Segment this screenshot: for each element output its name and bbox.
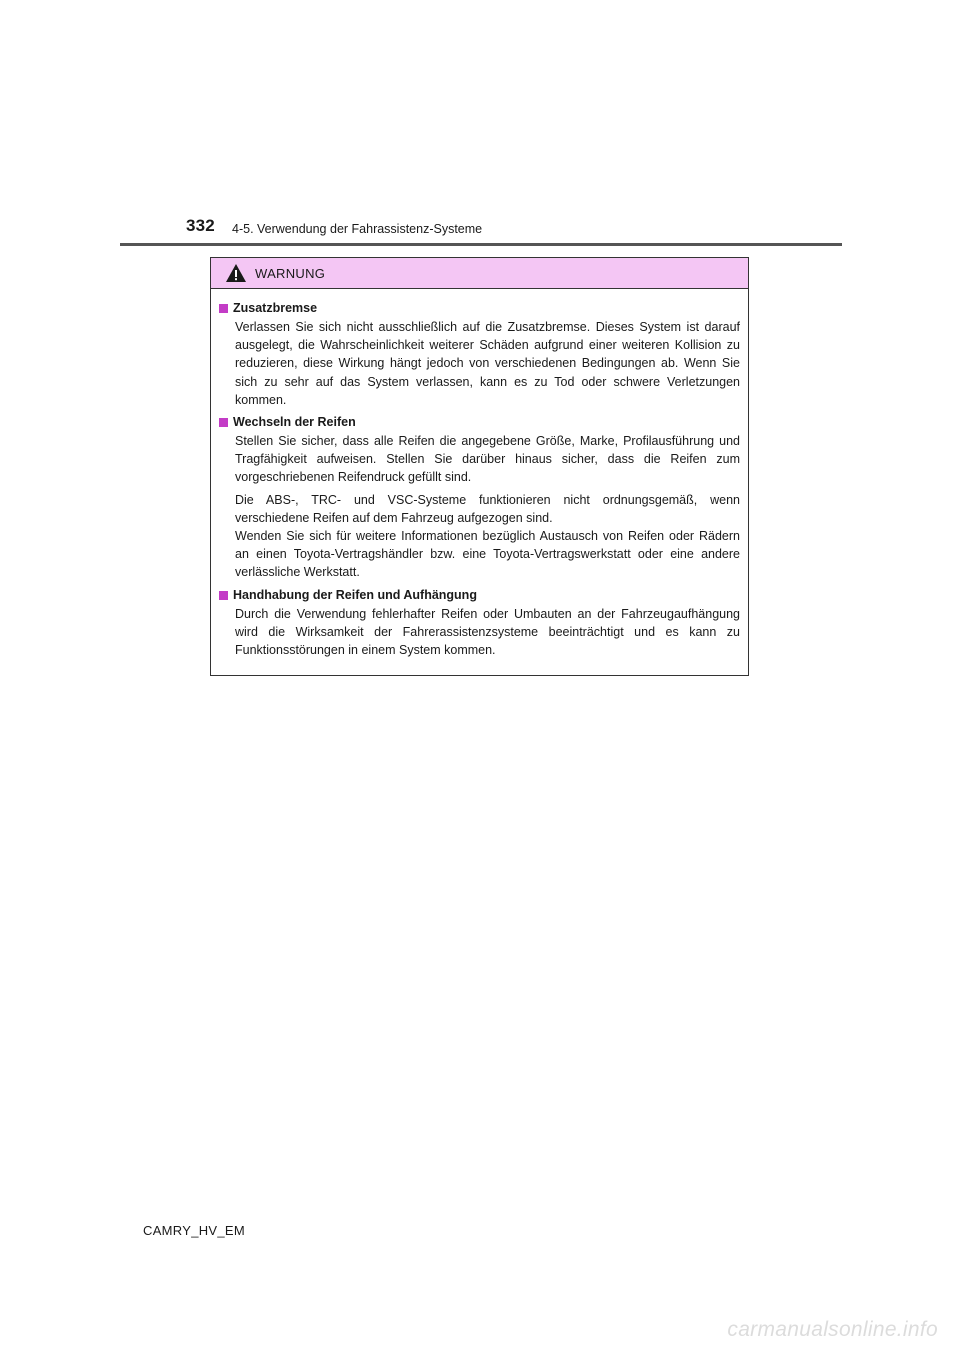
warning-box	[210, 257, 749, 676]
warning-item	[219, 299, 740, 409]
section-title: 4-5. Verwendung der Fahrassistenz-Systeme	[232, 222, 483, 236]
item-paragraph: Wenden Sie sich für weitere Informationen bezüglich Austausch von Reifen oder Rädern an einen Toyota-Vertragshändler bzw. eine Toyota-Vertragswerkstatt oder eine andere verlässliche Werkstatt.	[235, 529, 740, 580]
item-heading	[219, 586, 740, 605]
square-bullet-icon	[219, 304, 228, 313]
item-paragraph: Verlassen Sie sich nicht ausschließlich auf die Zusatzbremse. Dieses System ist darauf ausgelegt, die Wahrscheinlichkeit weiterer Schäden aufgrund einer weiteren Kollision zu reduzieren, diese Wirkung hängt jedoch von verschiedenen Bedingungen ab. Wenn Sie sich zu sehr auf das System verlassen, kann es zu Tod oder schwere Verletzungen kommen.	[235, 320, 740, 407]
warning-item	[219, 413, 740, 582]
item-paragraph: Durch die Verwendung fehlerhafter Reifen oder Umbauten an der Fahrzeugaufhängung wird die Wirksamkeit der Fahrerassistenzsysteme beeinträchtigt und es kann zu Funktionsstörungen in einem System kommen.	[235, 606, 740, 658]
item-heading	[219, 413, 740, 432]
item-paragraph: Stellen Sie sicher, dass alle Reifen die angegebene Größe, Marke, Profilausführung und Tragfähigkeit aufweisen. Stellen Sie darüber hinaus sicher, dass die Reifen zum vorgeschriebenen Reifendruck gefüllt sind.	[235, 434, 740, 485]
warning-triangle-icon	[225, 263, 247, 283]
warning-body	[211, 289, 748, 659]
model-code: CAMRY_HV_EM	[143, 1223, 246, 1238]
item-heading	[219, 299, 740, 318]
warning-label: WARNUNG	[255, 265, 326, 281]
warning-item	[219, 586, 740, 660]
warning-header	[211, 258, 748, 289]
header-rule	[120, 243, 842, 246]
page-number: 332	[186, 216, 215, 235]
item-heading-text: Wechseln der Reifen	[233, 415, 356, 430]
watermark: carmanualsonline.info	[727, 1318, 938, 1341]
item-paragraph: Die ABS-, TRC- und VSC-Systeme funktionieren nicht ordnungsgemäß, wenn verschiedene Reifen auf dem Fahrzeug aufgezogen sind.	[235, 492, 740, 525]
item-heading-text: Zusatzbremse	[233, 301, 318, 315]
item-heading-text: Handhabung der Reifen und Aufhängung	[233, 587, 477, 602]
square-bullet-icon	[219, 591, 228, 600]
square-bullet-icon	[219, 418, 228, 427]
